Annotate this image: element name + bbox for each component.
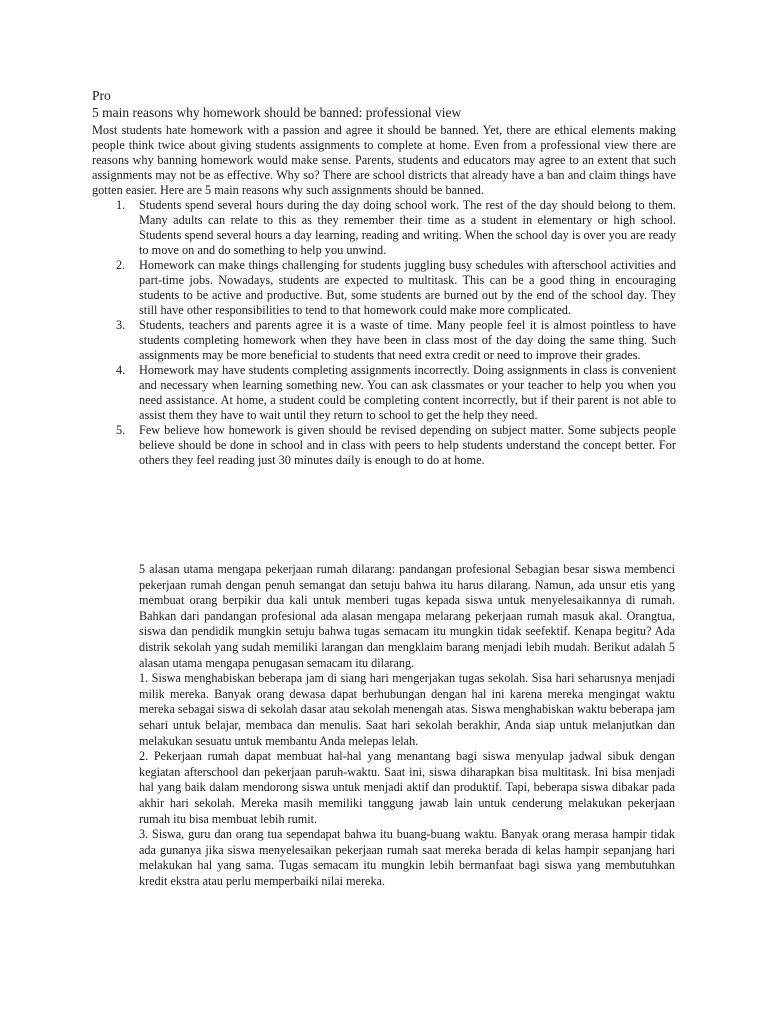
indonesian-point: 1. Siswa menghabiskan beberapa jam di siang hari mengerjakan tugas sekolah. Sisa hari seharusnya menjadi milik mereka. Banyak orang dewasa dapat berhubungan dengan hal ini karena mereka mengingat waktu mereka sebagai siswa di sekolah dasar atau sekolah menengah atas. Siswa menghabiskan waktu beberapa jam sehari untuk belajar, membaca dan menulis. Saat hari sekolah berakhir, Anda siap untuk melanjutkan dan melakukan sesuatu untuk membantu Anda melepas lelah.	[139, 671, 675, 748]
indonesian-intro: 5 alasan utama mengapa pekerjaan rumah dilarang: pandangan profesional Sebagian besar siswa membenci pekerjaan rumah dengan penuh semangat dan setuju bahwa itu harus dilarang. Namun, ada unsur etis yang membuat orang berpikir dua kali untuk memberi tugas kepada siswa untuk menyelesaikannya di rumah. Bahkan dari pandangan profesional ada alasan mengapa melarang pekerjaan rumah masuk akal. Orangtua, siswa dan pendidik mungkin setuju bahwa tugas semacam itu mungkin tidak seefektif. Kenapa begitu? Ada distrik sekolah yang sudah memiliki larangan dan mengklaim barang menjadi lebih mudah. Berikut adalah 5 alasan utama mengapa penugasan semacam itu dilarang.	[139, 562, 675, 670]
reason-item	[92, 198, 676, 258]
reason-text: Homework can make things challenging for students juggling busy schedules with afterschool activities and part-time jobs. Nowadays, students are expected to multitask. This can be a good thing in encouraging students to be active and productive. But, some students are burned out by the end of the school day. They still have other responsibilities to tend to that homework could make more complicated.	[139, 258, 676, 317]
reasons-list	[92, 198, 676, 468]
reason-text: Homework may have students completing assignments incorrectly. Doing assignments in class is convenient and necessary when learning something new. You can ask classmates or your teacher to help you when you need assistance. At home, a student could be completing content incorrectly, but if their parent is not able to assist them they have to wait until they return to school to get the help they need.	[139, 363, 676, 422]
reason-number: 5.	[116, 423, 126, 437]
reason-number: 1.	[116, 198, 126, 212]
indonesian-section	[139, 562, 675, 889]
reason-item	[92, 423, 676, 468]
english-title: 5 main reasons why homework should be banned: professional view	[92, 105, 462, 120]
reason-text: Students, teachers and parents agree it is a waste of time. Many people feel it is almost pointless to have students completing homework when they have been in class most of the day doing the same thing. Such assignments may be more beneficial to students that need extra credit or need to improve their grades.	[139, 318, 676, 362]
indonesian-point: 2. Pekerjaan rumah dapat membuat hal-hal yang menantang bagi siswa menyulap jadwal sibuk dengan kegiatan afterschool dan pekerjaan paruh-waktu. Saat ini, siswa diharapkan bisa multitask. Ini bisa menjadi hal yang baik dalam mendorong siswa untuk menjadi aktif dan produktif. Tapi, beberapa siswa dibakar pada akhir hari sekolah. Mereka masih memiliki tanggung jawab lain untuk cenderung melakukan pekerjaan rumah itu bisa membuat lebih rumit.	[139, 749, 675, 826]
reason-text: Students spend several hours during the day doing school work. The rest of the day should belong to them. Many adults can relate to this as they remember their time as a student in elementary or high school. Students spend several hours a day learning, reading and writing. When the school day is over you are ready to move on and do something to help you unwind.	[139, 198, 676, 257]
english-section	[92, 88, 676, 468]
pro-label: Pro	[92, 88, 111, 103]
reason-item	[92, 363, 676, 423]
reason-number: 4.	[116, 363, 126, 377]
reason-item	[92, 318, 676, 363]
reason-number: 2.	[116, 258, 126, 272]
reason-text: Few believe how homework is given should be revised depending on subject matter. Some subjects people believe should be done in school and in class with peers to help students understand the concept better. For others they feel reading just 30 minutes daily is enough to do at home.	[139, 423, 676, 467]
indonesian-point: 3. Siswa, guru dan orang tua sependapat bahwa itu buang-buang waktu. Banyak orang merasa hampir tidak ada gunanya jika siswa menyelesaikan pekerjaan rumah saat mereka berada di kelas hampir sepanjang hari melakukan hal yang sama. Tugas semacam itu mungkin lebih bermanfaat bagi siswa yang membutuhkan kredit ekstra atau perlu memperbaiki nilai mereka.	[139, 827, 675, 888]
english-intro: Most students hate homework with a passion and agree it should be banned. Yet, there are ethical elements making people think twice about giving students assignments to complete at home. Even from a professional view there are reasons why banning homework would make sense. Parents, students and educators may agree to an extent that such assignments may not be as effective. Why so? There are school districts that already have a ban and claim things have gotten easier. Here are 5 main reasons why such assignments should be banned.	[92, 123, 676, 197]
reason-item	[92, 258, 676, 318]
reason-number: 3.	[116, 318, 126, 332]
